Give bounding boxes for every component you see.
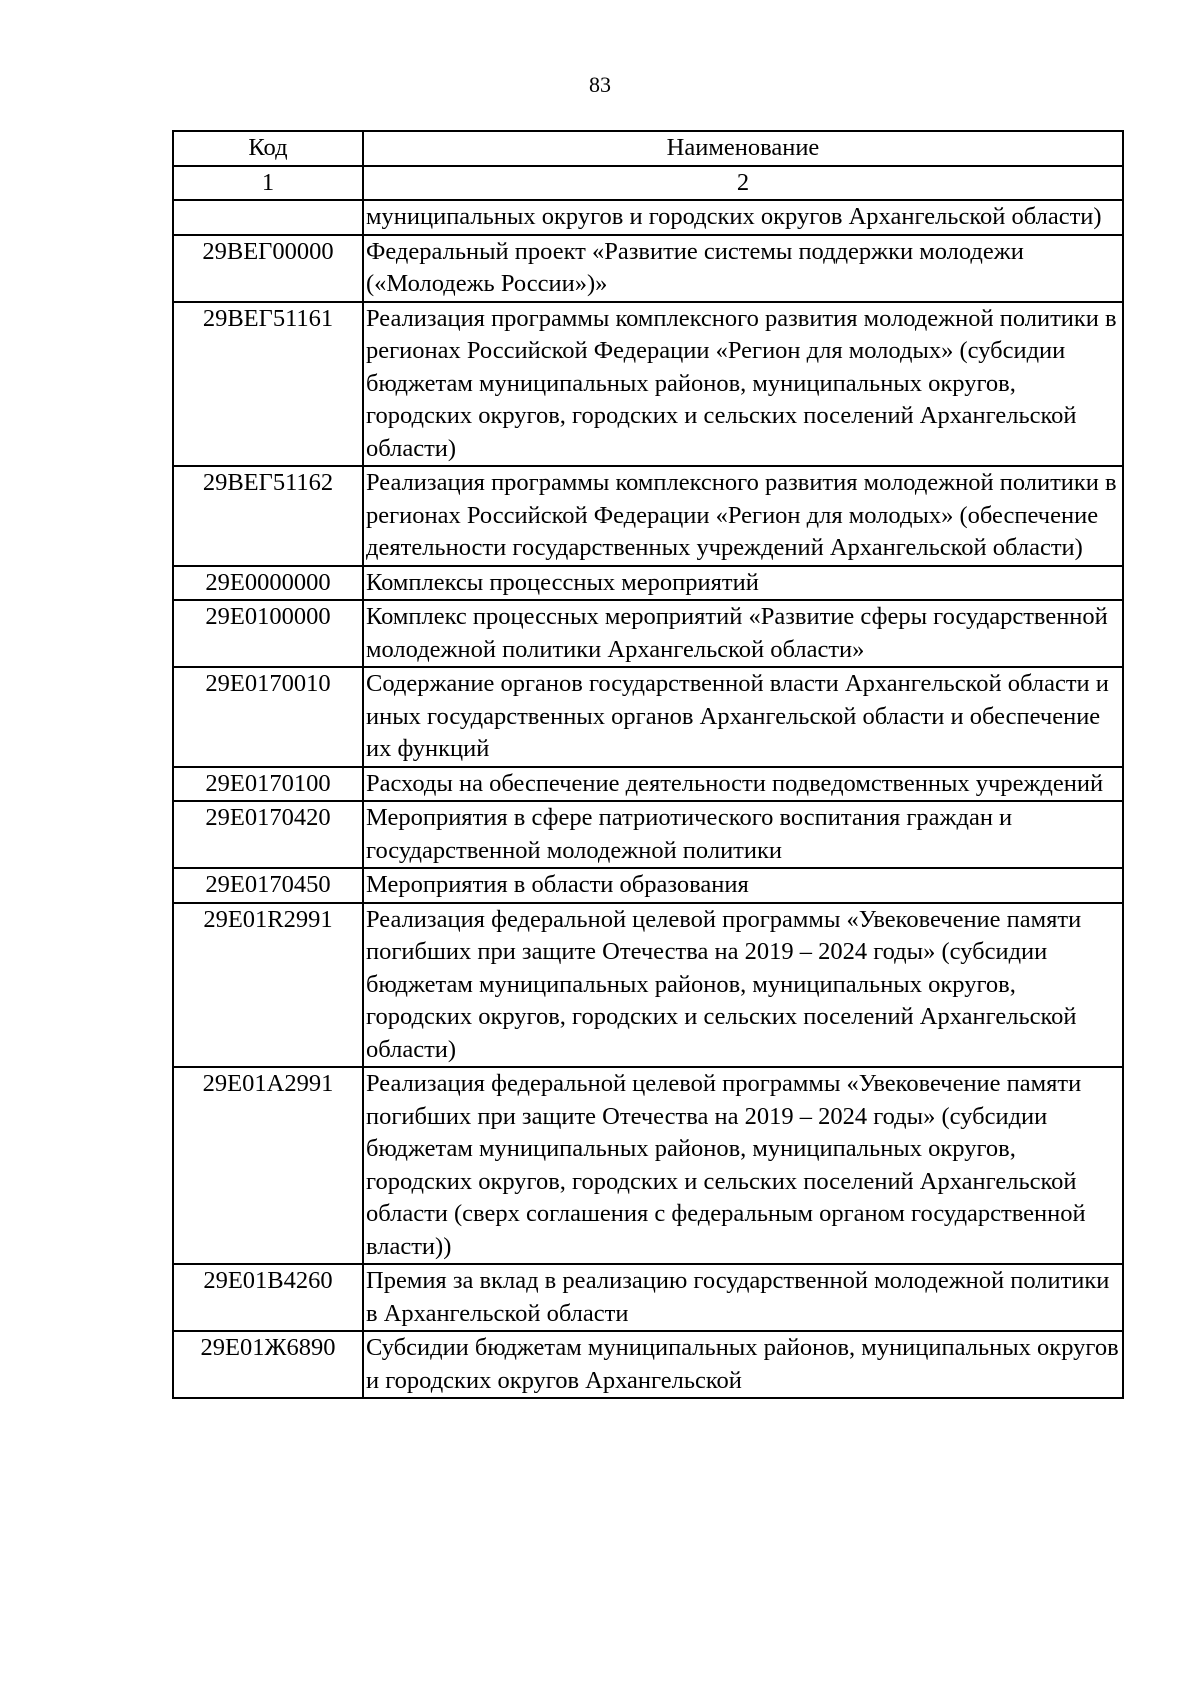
row-code bbox=[173, 200, 363, 235]
table-row bbox=[173, 667, 1123, 767]
table-row bbox=[173, 600, 1123, 667]
row-name: Реализация программы комплексного развития молодежной политики в регионах Российской Федерации «Регион для молодых» (обеспечение деятельности государственных учреждений Архангельской области) bbox=[363, 466, 1123, 566]
table-row bbox=[173, 903, 1123, 1068]
row-name: Расходы на обеспечение деятельности подведомственных учреждений bbox=[363, 767, 1123, 802]
row-name: Реализация федеральной целевой программы «Увековечение памяти погибших при защите Отечества на 2019 – 2024 годы» (субсидии бюджетам муниципальных районов, муниципальных округов, городских округов, городских и сельских поселений Архангельской области) bbox=[363, 903, 1123, 1068]
row-name: Реализация федеральной целевой программы «Увековечение памяти погибших при защите Отечества на 2019 – 2024 годы» (субсидии бюджетам муниципальных районов, муниципальных округов, городских округов, городских и сельских поселений Архангельской области (сверх соглашения с федеральным органом государственной власти)) bbox=[363, 1067, 1123, 1264]
table-row bbox=[173, 302, 1123, 467]
row-name: Реализация программы комплексного развития молодежной политики в регионах Российской Федерации «Регион для молодых» (субсидии бюджетам муниципальных районов, муниципальных округов, городских округов, городских и сельских поселений Архангельской области) bbox=[363, 302, 1123, 467]
row-code: 29ВЕГ51162 bbox=[173, 466, 363, 566]
budget-classification-table bbox=[172, 130, 1124, 1399]
row-code: 29Е0170100 bbox=[173, 767, 363, 802]
table-row bbox=[173, 767, 1123, 802]
row-name: муниципальных округов и городских округов Архангельской области) bbox=[363, 200, 1123, 235]
table-body bbox=[173, 131, 1123, 1398]
row-name: Федеральный проект «Развитие системы поддержки молодежи («Молодежь России»)» bbox=[363, 235, 1123, 302]
row-code: 29Е0000000 bbox=[173, 566, 363, 601]
table-row bbox=[173, 801, 1123, 868]
row-code: 29Е01А2991 bbox=[173, 1067, 363, 1264]
page-number: 83 bbox=[589, 72, 611, 97]
column-number-code: 1 bbox=[173, 166, 363, 201]
row-name: Содержание органов государственной власти Архангельской области и иных государственных органов Архангельской области и обеспечение их функций bbox=[363, 667, 1123, 767]
header-name: Наименование bbox=[363, 131, 1123, 166]
table-row bbox=[173, 1331, 1123, 1398]
table-row bbox=[173, 200, 1123, 235]
row-name: Субсидии бюджетам муниципальных районов, муниципальных округов и городских округов Архангельской bbox=[363, 1331, 1123, 1398]
column-number-name: 2 bbox=[363, 166, 1123, 201]
table-row bbox=[173, 566, 1123, 601]
row-name: Мероприятия в сфере патриотического воспитания граждан и государственной молодежной политики bbox=[363, 801, 1123, 868]
row-code: 29Е01R2991 bbox=[173, 903, 363, 1068]
table-header-row bbox=[173, 131, 1123, 166]
row-code: 29ВЕГ00000 bbox=[173, 235, 363, 302]
header-code: Код bbox=[173, 131, 363, 166]
column-number-row bbox=[173, 166, 1123, 201]
table-row bbox=[173, 235, 1123, 302]
row-code: 29Е0170450 bbox=[173, 868, 363, 903]
row-code: 29Е01В4260 bbox=[173, 1264, 363, 1331]
table-row bbox=[173, 868, 1123, 903]
row-name: Комплексы процессных мероприятий bbox=[363, 566, 1123, 601]
row-name: Комплекс процессных мероприятий «Развитие сферы государственной молодежной политики Архангельской области» bbox=[363, 600, 1123, 667]
row-code: 29ВЕГ51161 bbox=[173, 302, 363, 467]
row-code: 29Е0170010 bbox=[173, 667, 363, 767]
row-code: 29Е0100000 bbox=[173, 600, 363, 667]
row-name: Мероприятия в области образования bbox=[363, 868, 1123, 903]
row-name: Премия за вклад в реализацию государственной молодежной политики в Архангельской области bbox=[363, 1264, 1123, 1331]
table-row bbox=[173, 466, 1123, 566]
row-code: 29Е0170420 bbox=[173, 801, 363, 868]
table-row bbox=[173, 1067, 1123, 1264]
row-code: 29Е01Ж6890 bbox=[173, 1331, 363, 1398]
table-row bbox=[173, 1264, 1123, 1331]
